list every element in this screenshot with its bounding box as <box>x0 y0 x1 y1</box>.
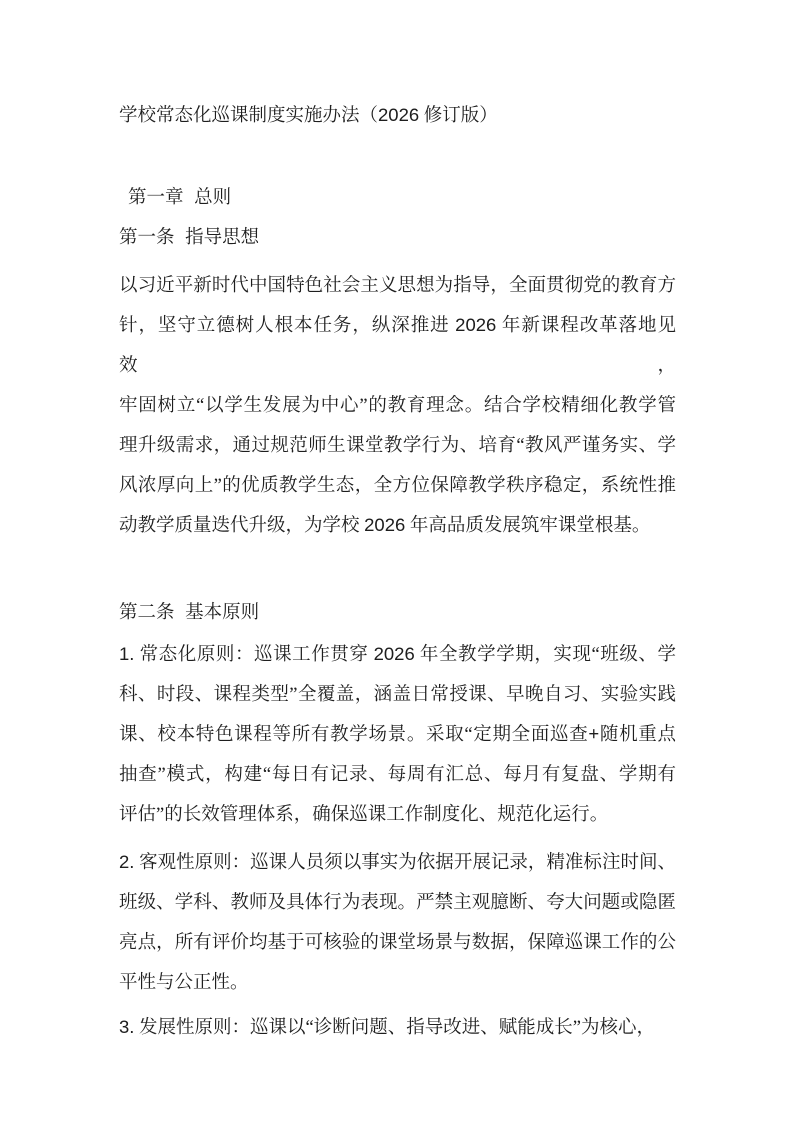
text-line: 抽查”模式，构建“每日有记录、每周有汇总、每月有复盘、学期有 <box>119 765 676 785</box>
principle-item-3 <box>119 1008 676 1048</box>
text-line: 风浓厚向上”的优质教学生态，全方位保障教学秩序稳定，系统性推 <box>119 476 676 496</box>
principle-item-2 <box>119 843 676 1003</box>
text-line: 动教学质量迭代升级，为学校 2026 年高品质发展筑牢课堂根基。 <box>119 516 651 536</box>
article-2-heading: 第二条 基本原则 <box>119 603 260 623</box>
text-line: 班级、学科、教师及具体行为表现。严禁主观臆断、夸大问题或隐匿 <box>119 893 676 913</box>
text-line: 亮点，所有评价均基于可核验的课堂场景与数据，保障巡课工作的公 <box>119 933 676 953</box>
text-line: 理升级需求，通过规范师生课堂教学行为、培育“教风严谨务实、学 <box>119 436 676 456</box>
text-line: 科、时段、课程类型”全覆盖，涵盖日常授课、早晚自习、实验实践 <box>119 685 676 705</box>
text-line: 平性与公正性。 <box>119 973 249 993</box>
document-title: 学校常态化巡课制度实施办法（2026 修订版） <box>119 106 498 126</box>
text-line: 1. 常态化原则：巡课工作贯穿 2026 年全教学学期，实现“班级、学 <box>119 645 676 665</box>
text-line: 牢固树立“以学生发展为中心”的教育理念。结合学校精细化教学管 <box>119 396 676 416</box>
text-line: 课、校本特色课程等所有教学场景。采取“定期全面巡查+随机重点 <box>119 725 676 745</box>
document-content <box>119 96 676 1048</box>
principle-item-1 <box>119 635 676 835</box>
text-line: 以习近平新时代中国特色社会主义思想为指导，全面贯彻党的教育方 <box>119 276 676 296</box>
text-line: 针，坚守立德树人根本任务，纵深推进 2026 年新课程改革落地见效， <box>119 316 676 376</box>
text-line: 评估”的长效管理体系，确保巡课工作制度化、规范化运行。 <box>119 805 609 825</box>
article-1-body <box>119 266 676 546</box>
article-1-heading: 第一条 指导思想 <box>119 228 260 248</box>
chapter-1-heading: 第一章 总则 <box>128 188 232 208</box>
text-line: 3. 发展性原则：巡课以“诊断问题、指导改进、赋能成长”为核心， <box>119 1018 655 1038</box>
text-line: 2. 客观性原则：巡课人员须以事实为依据开展记录，精准标注时间、 <box>119 853 676 873</box>
